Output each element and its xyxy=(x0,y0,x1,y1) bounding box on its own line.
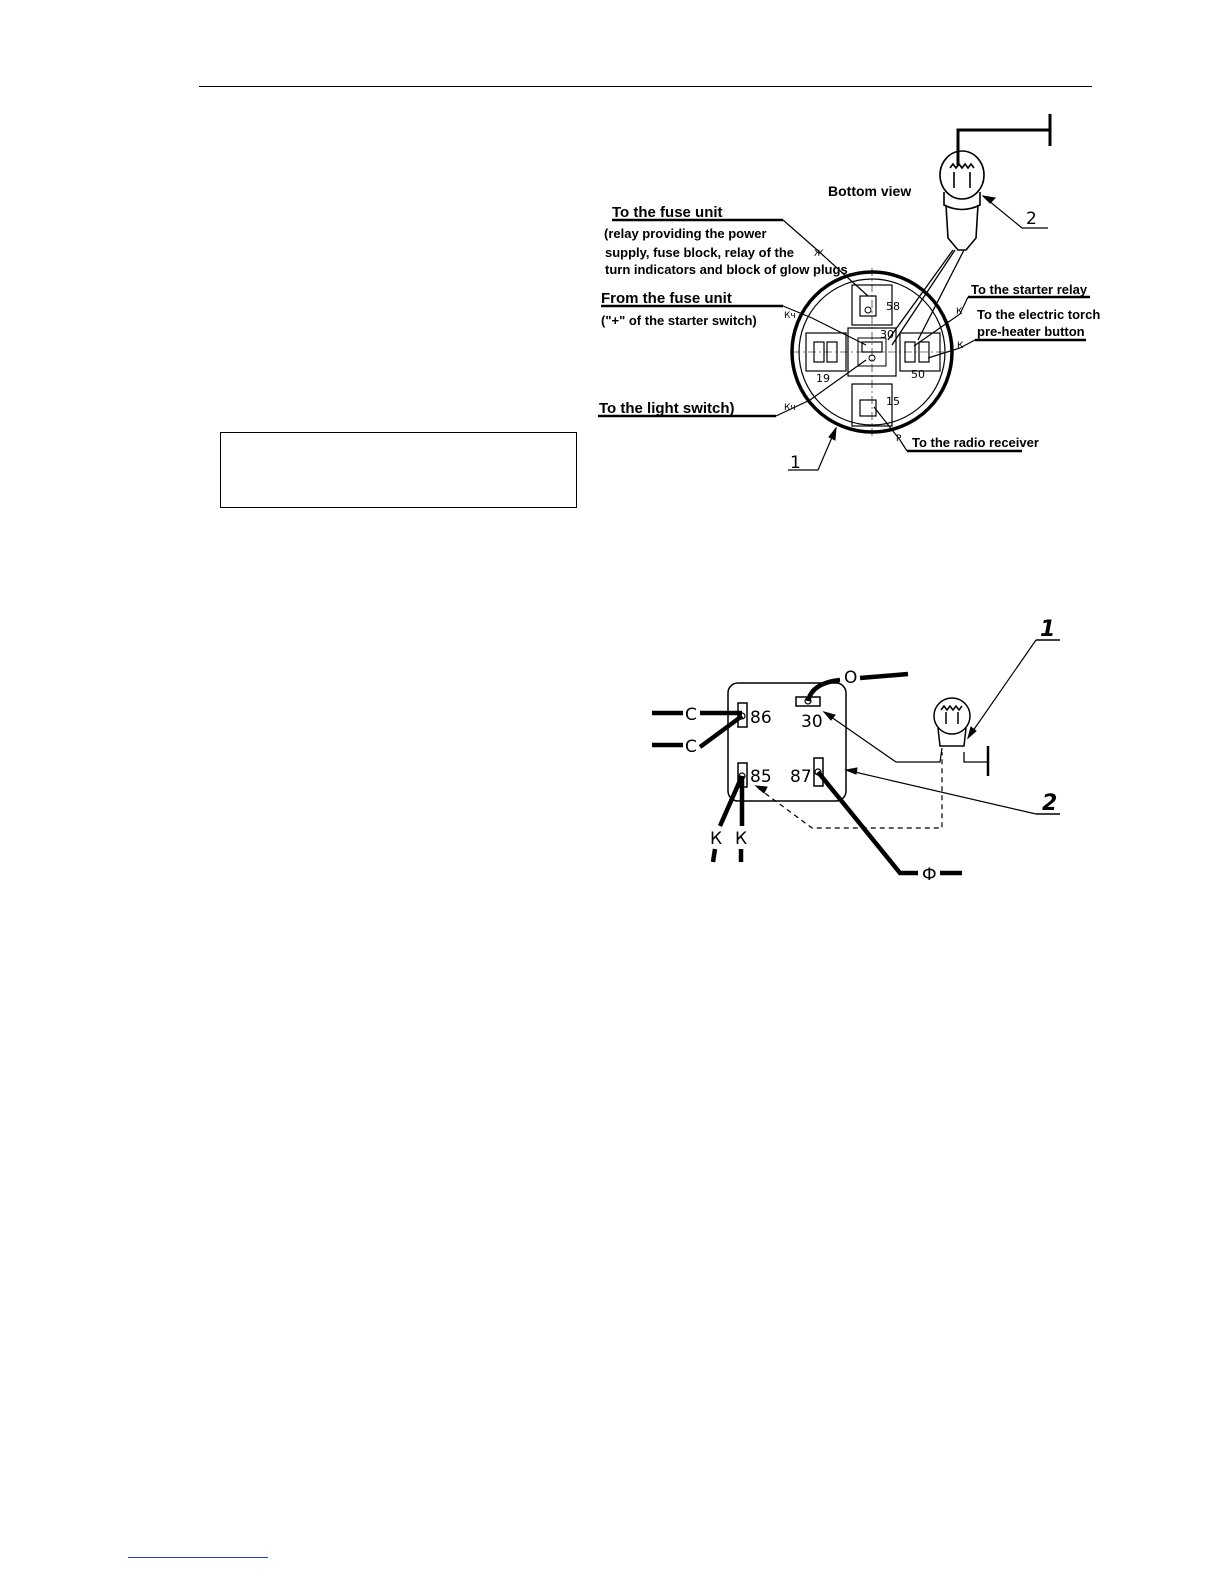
pin-30-relay: 30 xyxy=(801,712,823,732)
wire-mark-s1: С xyxy=(685,705,697,725)
pin-87: 87 xyxy=(790,767,812,787)
wire-k1-stub xyxy=(713,849,715,862)
callout-2-leader-2 xyxy=(846,770,1036,814)
lamp-ground-wire xyxy=(964,752,988,762)
wire-mark-kch-2: Кч xyxy=(784,403,796,413)
relay-lamp xyxy=(934,698,970,746)
pin-86: 86 xyxy=(750,708,772,728)
wire-mark-r: Р xyxy=(896,434,902,444)
fuse-unit-sub-3: turn indicators and block of glow plugs xyxy=(605,262,848,277)
callout-2-label: 2 xyxy=(1026,209,1037,229)
wire-o-stub xyxy=(860,674,908,678)
wire-f xyxy=(818,772,918,873)
wire-mark-k2-relay: К xyxy=(735,829,748,849)
wire-s2 xyxy=(700,716,742,747)
pin-30: 30 xyxy=(880,328,894,341)
callout-1-leader-2 xyxy=(968,640,1036,738)
fuse-unit-sub-1: (relay providing the power xyxy=(604,226,767,241)
pin-50: 50 xyxy=(911,368,925,381)
torch-label-2: pre-heater button xyxy=(977,324,1085,339)
wire-mark-o: О xyxy=(844,668,858,688)
dashed-wire xyxy=(758,752,942,828)
pin-19: 19 xyxy=(816,372,830,385)
wire-mark-kch-1: Кч xyxy=(784,311,796,321)
wire-mark-s2: С xyxy=(685,737,697,757)
wire-30-lamp xyxy=(824,712,942,762)
pin-85: 85 xyxy=(750,767,772,787)
from-fuse-sub: ("+" of the starter switch) xyxy=(601,313,757,328)
callout-1-label-2: 1 xyxy=(1040,617,1056,642)
from-fuse-title: From the fuse unit xyxy=(601,290,732,307)
wire-mark-k-1: К xyxy=(956,307,963,317)
fuse-unit-title: To the fuse unit xyxy=(612,204,723,221)
pin-58: 58 xyxy=(886,300,900,313)
callout-1-label: 1 xyxy=(790,453,801,473)
torch-label-1: To the electric torch xyxy=(977,307,1101,322)
starter-relay-label: To the starter relay xyxy=(971,282,1088,297)
callout-2-label-2: 2 xyxy=(1042,791,1058,816)
radio-label: To the radio receiver xyxy=(912,435,1039,450)
wire-mark-k1-relay: К xyxy=(710,829,723,849)
light-switch-label: To the light switch) xyxy=(599,400,735,417)
bottom-view-label: Bottom view xyxy=(828,183,912,199)
fuse-unit-sub-2: supply, fuse block, relay of the xyxy=(605,245,795,260)
wire-mark-k-2: К xyxy=(957,341,964,351)
wire-mark-f: Ф xyxy=(922,865,937,885)
pin-15: 15 xyxy=(886,395,900,408)
wire-mark-zh: Ж xyxy=(814,249,824,259)
